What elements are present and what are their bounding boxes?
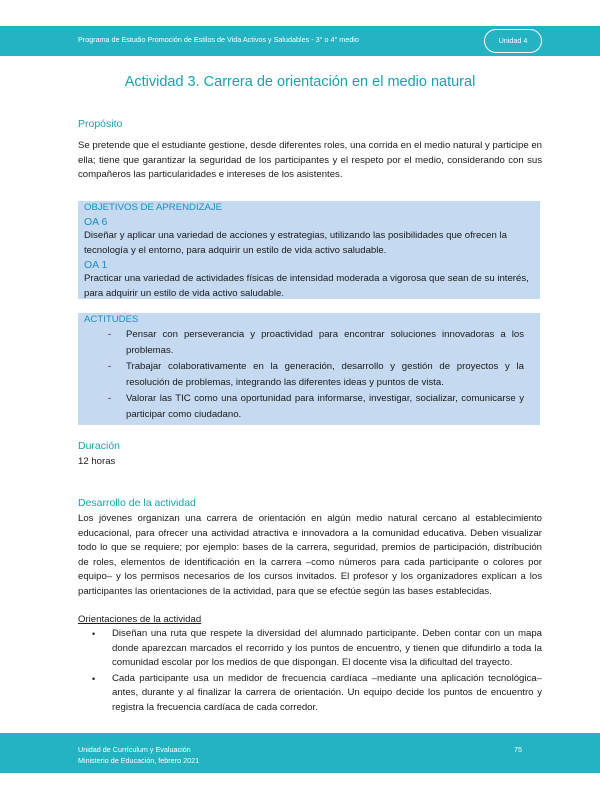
list-item (78, 627, 542, 671)
list-item (84, 359, 534, 391)
list-item (84, 391, 534, 423)
footer-bar (0, 733, 600, 773)
oa-code: OA 1 (84, 259, 108, 271)
attitude-text: Pensar con perseverancia y proactividad para encontrar soluciones innovadoras a los problemas. (126, 329, 524, 356)
purpose-text: Se pretende que el estudiante gestione, desde diferentes roles, una corrida en el medio natural y participe en ella; tiene que garantizar la seguridad de los participantes y el respeto por el medio, considerando con sus compañeros las particularidades e intereses de los asistentes. (78, 140, 542, 180)
unit-badge: Unidad 4 (484, 29, 542, 53)
guidelines-list (78, 627, 542, 715)
bullet-dot: • (92, 673, 96, 684)
page-title: Actividad 3. Carrera de orientación en el medio natural (124, 74, 476, 90)
purpose-heading: Propósito (78, 118, 123, 130)
guidelines-heading: Orientaciones de la actividad (78, 614, 202, 625)
header-bar (0, 26, 600, 56)
footer-unit: Unidad de Currículum y Evaluación (78, 745, 191, 754)
guideline-text: Cada participante usa un medidor de frecuencia cardíaca –mediante una aplicación tecnológica– antes, durante y al finalizar la carrera de orientación. Un equipo decide los puntos de encuentro y registra la frecuencia cardíaca de cada corredor. (112, 672, 542, 713)
list-item (78, 672, 542, 716)
dash-bullet: - (108, 393, 112, 404)
oa-text: Diseñar y aplicar una variedad de acciones y estrategias, utilizando las posibilidades que ofrecen la tecnología y el entorno, para adquirir un estilo de vida activo saludable. (84, 230, 507, 256)
bullet-dot: • (92, 629, 96, 639)
objectives-heading: OBJETIVOS DE APRENDIZAJE (84, 202, 223, 213)
development-text: Los jóvenes organizan una carrera de orientación en algún medio natural cercano al establecimiento educacional, para ofrecer una actividad atractiva e innovadora a la comunidad educativa. Deben visualizar todo lo que se requiere; por ejemplo: bases de la carrera, seguridad, premios de participación, distribución de roles, elementos de identificación en la carrera –como números para cada participante o colores por equipo– y los permisos necesarios de los cursos invitados. El profesor y los organizadores explican a los participantes las orientaciones de la actividad, para que se efectúe según las bases establecidas. (78, 513, 542, 597)
duration-heading: Duración (78, 440, 121, 452)
oa-text: Practicar una variedad de actividades físicas de intensidad moderada a vigorosa que sean de su interés, para adquirir un estilo de vida activo saludable. (84, 273, 529, 299)
footer-ministry: Ministerio de Educación, febrero 2021 (78, 756, 200, 765)
oa-code: OA 6 (84, 216, 108, 228)
attitudes-list (84, 327, 534, 423)
guidelines-list-wrap (78, 627, 542, 716)
list-item (84, 327, 534, 359)
dash-bullet: - (108, 361, 112, 372)
program-title: Programa de Estudio Promoción de Estilos de Vida Activos y Saludables - 3° o 4° medio (78, 35, 359, 44)
attitudes-box (78, 313, 540, 425)
attitude-text: Valorar las TIC como una oportunidad para informarse, investigar, socializar, comunicarse y participar como ciudadano. (126, 393, 524, 420)
objectives-box (78, 201, 540, 299)
attitude-text: Trabajar colaborativamente en la generación, desarrollo y gestión de proyectos y la resolución de problemas, integrando las diferentes ideas y puntos de vista. (126, 361, 524, 388)
guideline-text: Diseñan una ruta que respete la diversidad del alumnado participante. Deben contar con un mapa donde aparezcan marcados el recorrido y los puntos de encuentro, y tienen que difundirlo a toda la comunidad escolar por los medios de que dispongan. El docente visa la dificultad del trayecto. (112, 628, 542, 668)
dash-bullet: - (108, 329, 112, 340)
attitudes-heading: ACTITUDES (84, 314, 139, 325)
page-number: 75 (514, 745, 522, 754)
development-heading: Desarrollo de la actividad (78, 497, 196, 509)
duration-value: 12 horas (78, 456, 116, 467)
